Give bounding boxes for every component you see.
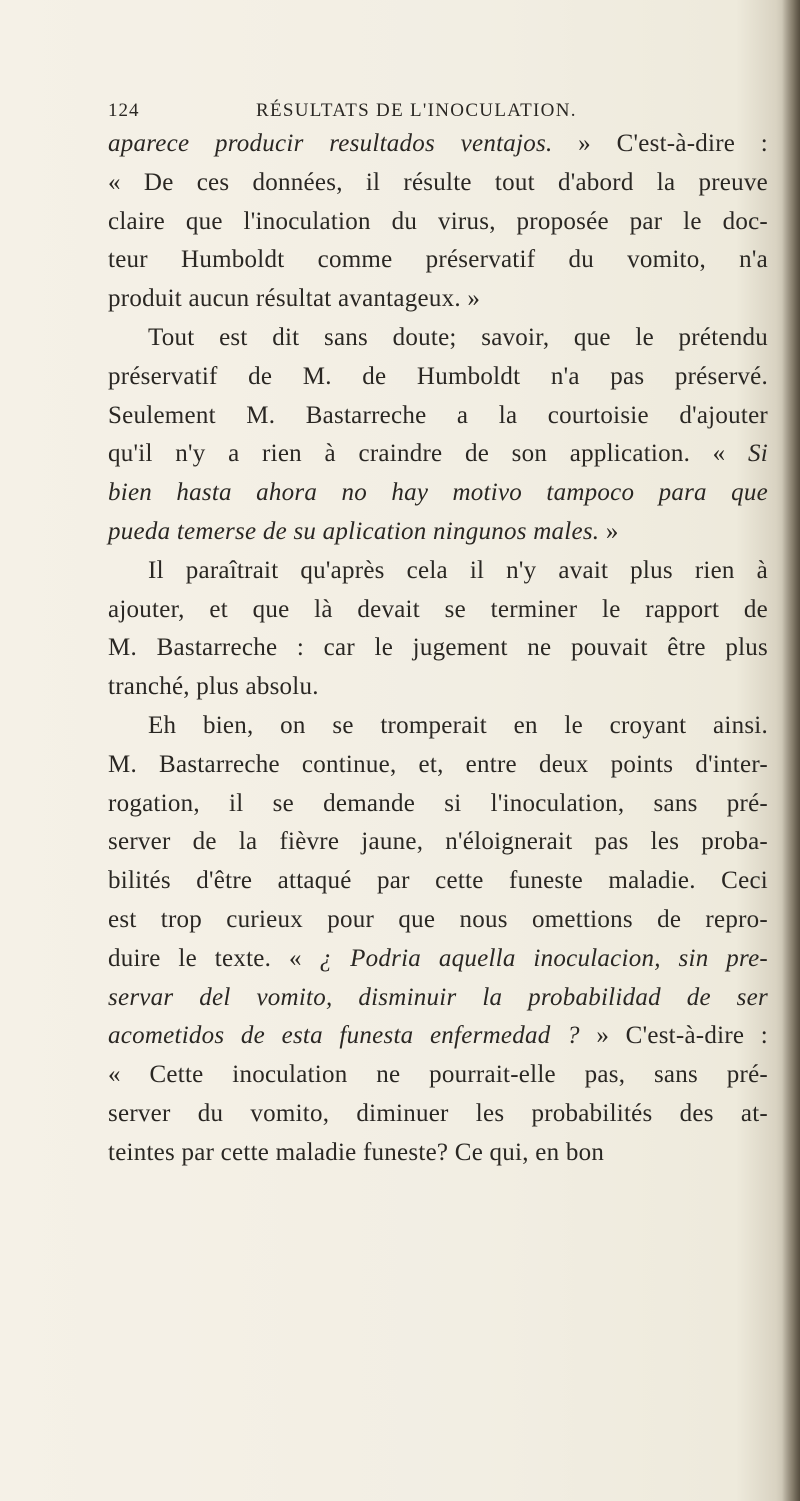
text-line: [108, 280, 768, 319]
text-line: [108, 358, 768, 397]
running-title: RÉSULTATS DE L'INOCULATION.: [256, 100, 577, 121]
page-edge-shadow: [782, 0, 800, 1501]
text-segment: qu'il n'y a rien à craindre de son application. «: [108, 440, 749, 468]
italic-text: aparece producir resultados ventajos.: [108, 130, 553, 157]
text-segment: ajouter, et que là devait se terminer le rapport de: [108, 595, 768, 623]
text-segment: »: [599, 517, 619, 545]
text-segment: Il paraîtrait qu'après cela il n'y avait plus rien à: [148, 556, 768, 584]
italic-text: ¿ Podria aquella inoculacion, sin pre-: [319, 944, 768, 972]
text-line: [108, 668, 768, 707]
text-line: [108, 474, 768, 513]
text-segment: claire que l'inoculation du virus, proposée par le doc-: [108, 207, 768, 235]
italic-text: servar del vomito, disminuir la probabilidad de ser: [108, 983, 768, 1011]
text-segment: server de la fièvre jaune, n'éloignerait pas les proba-: [108, 828, 768, 856]
text-line: [108, 203, 768, 242]
text-line: [108, 1017, 768, 1056]
text-line: [108, 629, 768, 668]
text-line: [108, 125, 768, 164]
text-line: [108, 1056, 768, 1095]
text-line: [108, 552, 768, 591]
text-segment: M. Bastarreche : car le jugement ne pouvait être plus: [108, 634, 768, 662]
text-segment: préservatif de M. de Humboldt n'a pas préservé.: [108, 362, 768, 390]
text-segment: Tout est dit sans doute; savoir, que le prétendu: [148, 323, 768, 351]
body-text: [108, 125, 768, 1173]
text-line: [108, 435, 768, 474]
text-segment: duire le texte. «: [108, 944, 320, 972]
text-segment: Seulement M. Bastarreche a la courtoisie d'ajouter: [108, 401, 768, 429]
text-line: [108, 862, 768, 901]
text-line: [108, 1134, 768, 1173]
text-line: [108, 707, 768, 746]
text-segment: tranché, plus absolu.: [108, 673, 319, 701]
text-line: [108, 164, 768, 203]
text-line: [108, 1095, 768, 1134]
italic-text: pueda temerse de su aplication ningunos males.: [108, 517, 600, 545]
text-segment: » C'est-à-dire :: [579, 1022, 768, 1050]
text-segment: « De ces données, il résulte tout d'abord la preuve: [108, 168, 768, 196]
page-number: 124: [108, 100, 140, 121]
text-line: [108, 591, 768, 630]
text-line: [108, 746, 768, 785]
text-segment: bilités d'être attaqué par cette funeste maladie. Ceci: [108, 867, 768, 895]
text-line: [108, 901, 768, 940]
text-segment: teur Humboldt comme préservatif du vomito, n'a: [108, 246, 768, 274]
italic-text: bien hasta ahora no hay motivo tampoco para que: [108, 479, 768, 507]
italic-text: acometidos de esta funesta enfermedad ?: [108, 1022, 580, 1050]
text-segment: » C'est-à-dire :: [552, 130, 768, 157]
text-line: [108, 319, 768, 358]
text-line: [108, 397, 768, 436]
text-segment: teintes par cette maladie funeste? Ce qui, en bon: [108, 1138, 605, 1166]
text-line: [108, 940, 768, 979]
text-line: [108, 823, 768, 862]
text-segment: Eh bien, on se tromperait en le croyant ainsi.: [148, 711, 768, 739]
text-segment: produit aucun résultat avantageux. »: [108, 285, 481, 313]
italic-text: Si: [748, 440, 768, 468]
text-segment: M. Bastarreche continue, et, entre deux points d'inter-: [108, 750, 768, 778]
text-segment: est trop curieux pour que nous omettions de repro-: [108, 905, 768, 933]
text-segment: server du vomito, diminuer les probabilités des at-: [108, 1099, 768, 1127]
text-segment: rogation, il se demande si l'inoculation, sans pré-: [108, 789, 768, 817]
text-line: [108, 785, 768, 824]
text-segment: « Cette inoculation ne pourrait-elle pas, sans pré-: [108, 1061, 768, 1089]
text-line: [108, 979, 768, 1018]
text-line: [108, 513, 768, 552]
text-line: [108, 241, 768, 280]
